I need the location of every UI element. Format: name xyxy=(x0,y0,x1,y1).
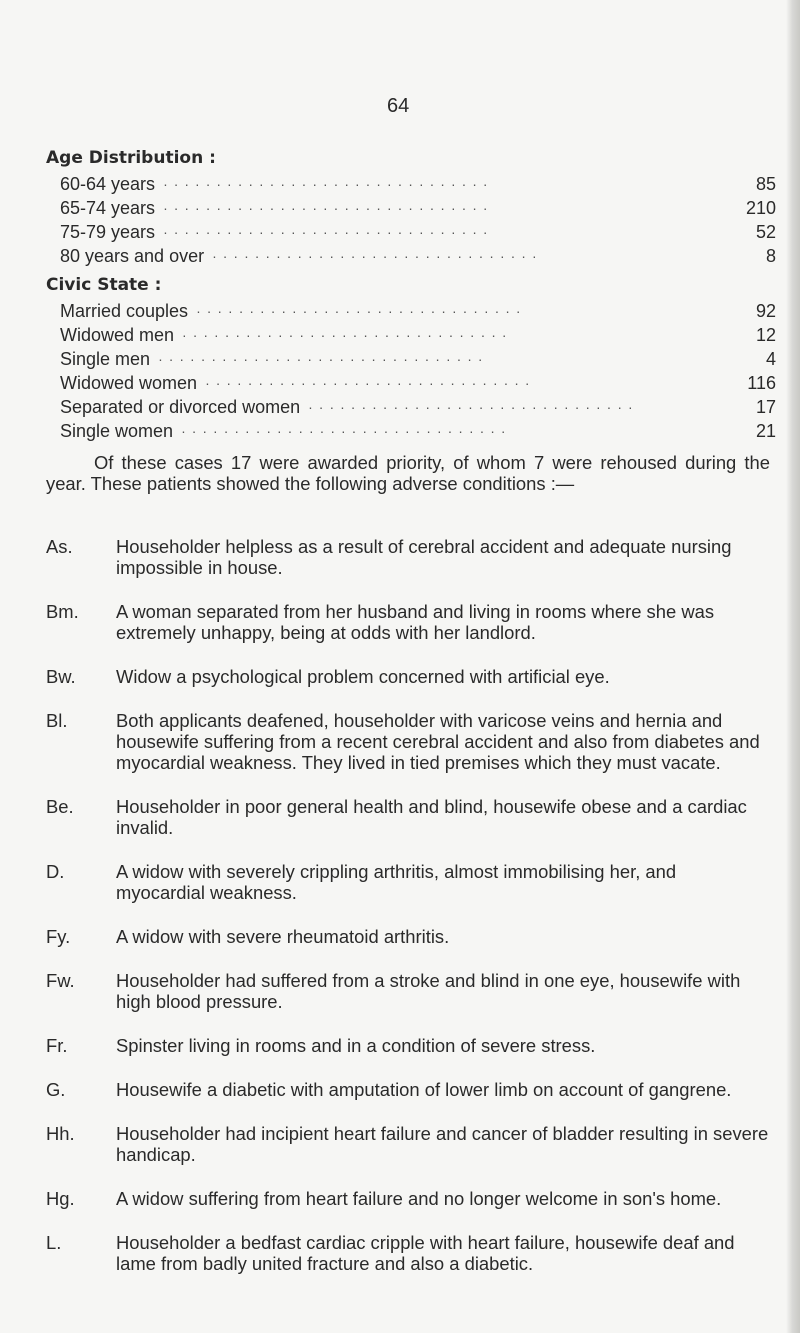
row-label: Widowed women xyxy=(60,373,198,393)
age-row xyxy=(46,172,776,196)
leader-dots: ······························· xyxy=(181,423,512,439)
case-description: Spinster living in rooms and in a condition of severe stress. xyxy=(116,1035,596,1056)
leader-dots: ······························· xyxy=(158,351,489,367)
row-label: Married couples xyxy=(60,301,189,321)
case-item xyxy=(46,1123,770,1165)
case-item xyxy=(46,1079,770,1100)
case-description: A woman separated from her husband and living in rooms where she was extremely unhappy, being at odds with her landlord. xyxy=(116,601,715,643)
case-item xyxy=(46,666,770,687)
case-code: As. xyxy=(46,536,73,557)
case-code: Fw. xyxy=(46,970,75,991)
age-distribution-heading: Age Distribution : xyxy=(46,148,216,168)
row-value: 92 xyxy=(755,301,776,321)
intro-paragraph: Of these cases 17 were awarded priority, of whom 7 were rehoused during the year. These patients showed the following adverse conditions :— xyxy=(46,452,770,494)
case-description: A widow suffering from heart failure and no longer welcome in son's home. xyxy=(116,1188,722,1209)
case-description: Householder helpless as a result of cerebral accident and adequate nursing impossible in house. xyxy=(116,536,732,578)
row-value: 8 xyxy=(765,246,776,266)
case-code: D. xyxy=(46,861,65,882)
row-label: Single men xyxy=(60,349,151,369)
case-code: Bw. xyxy=(46,666,76,687)
case-description: A widow with severe rheumatoid arthritis. xyxy=(116,926,450,947)
case-item xyxy=(46,796,770,838)
row-label: Single women xyxy=(60,421,174,441)
case-description: Householder in poor general health and blind, housewife obese and a cardiac invalid. xyxy=(116,796,747,838)
case-description: Householder a bedfast cardiac cripple with heart failure, housewife deaf and lame from badly united fracture and also a diabetic. xyxy=(116,1232,735,1274)
leader-dots: ······························· xyxy=(163,200,494,216)
case-item xyxy=(46,536,770,578)
age-row xyxy=(46,196,776,220)
row-label: 65-74 years xyxy=(60,198,156,218)
row-value: 17 xyxy=(755,397,776,417)
leader-dots: ······························· xyxy=(205,375,536,391)
leader-dots: ······························· xyxy=(212,248,543,264)
case-item xyxy=(46,601,770,643)
case-description: Both applicants deafened, householder with varicose veins and hernia and housewife suffering from a recent cerebral accident and also from diabetes and myocardial weakness. They lived in tied premises which they must vacate. xyxy=(116,710,760,773)
row-value: 116 xyxy=(747,373,776,393)
case-code: Fr. xyxy=(46,1035,68,1056)
case-code: Bm. xyxy=(46,601,79,622)
row-label: 60-64 years xyxy=(60,174,156,194)
civic-state-section xyxy=(46,275,776,443)
row-value: 21 xyxy=(755,421,776,441)
case-code: Bl. xyxy=(46,710,68,731)
age-row xyxy=(46,244,776,268)
page-number: 64 xyxy=(387,95,410,117)
case-item xyxy=(46,861,770,903)
case-code: G. xyxy=(46,1079,66,1100)
leader-dots: ······························· xyxy=(163,176,494,192)
civic-row xyxy=(46,395,776,419)
case-code: L. xyxy=(46,1232,62,1253)
leader-dots: ······························· xyxy=(308,399,639,415)
case-item xyxy=(46,1035,770,1056)
row-value: 4 xyxy=(765,349,776,369)
case-item xyxy=(46,926,770,947)
leader-dots: ······························· xyxy=(182,327,513,343)
civic-row xyxy=(46,371,776,395)
row-label: Widowed men xyxy=(60,325,175,345)
leader-dots: ······························· xyxy=(196,303,527,319)
civic-state-heading: Civic State : xyxy=(46,275,162,295)
row-value: 85 xyxy=(755,174,776,194)
case-list xyxy=(46,536,770,1297)
row-label: 80 years and over xyxy=(60,246,205,266)
row-value: 12 xyxy=(755,325,776,345)
case-description: Widow a psychological problem concerned with artificial eye. xyxy=(116,666,610,687)
case-description: Householder had incipient heart failure and cancer of bladder resulting in severe handicap. xyxy=(116,1123,769,1165)
civic-row xyxy=(46,299,776,323)
row-value: 52 xyxy=(755,222,776,242)
page-edge-shadow xyxy=(786,0,800,1333)
row-label: Separated or divorced women xyxy=(60,397,301,417)
case-item xyxy=(46,970,770,1012)
case-item xyxy=(46,1232,770,1274)
case-code: Be. xyxy=(46,796,74,817)
leader-dots: ······························· xyxy=(163,224,494,240)
case-item xyxy=(46,1188,770,1209)
case-code: Fy. xyxy=(46,926,71,947)
row-label: 75-79 years xyxy=(60,222,156,242)
age-distribution-section xyxy=(46,148,776,268)
case-code: Hh. xyxy=(46,1123,75,1144)
case-code: Hg. xyxy=(46,1188,75,1209)
case-description: A widow with severely crippling arthritis, almost immobilising her, and myocardial weakness. xyxy=(116,861,677,903)
case-item xyxy=(46,710,770,773)
civic-row xyxy=(46,347,776,371)
case-description: Householder had suffered from a stroke and blind in one eye, housewife with high blood pressure. xyxy=(116,970,741,1012)
row-value: 210 xyxy=(745,198,776,218)
civic-row xyxy=(46,419,776,443)
case-description: Housewife a diabetic with amputation of lower limb on account of gangrene. xyxy=(116,1079,732,1100)
civic-row xyxy=(46,323,776,347)
age-row xyxy=(46,220,776,244)
